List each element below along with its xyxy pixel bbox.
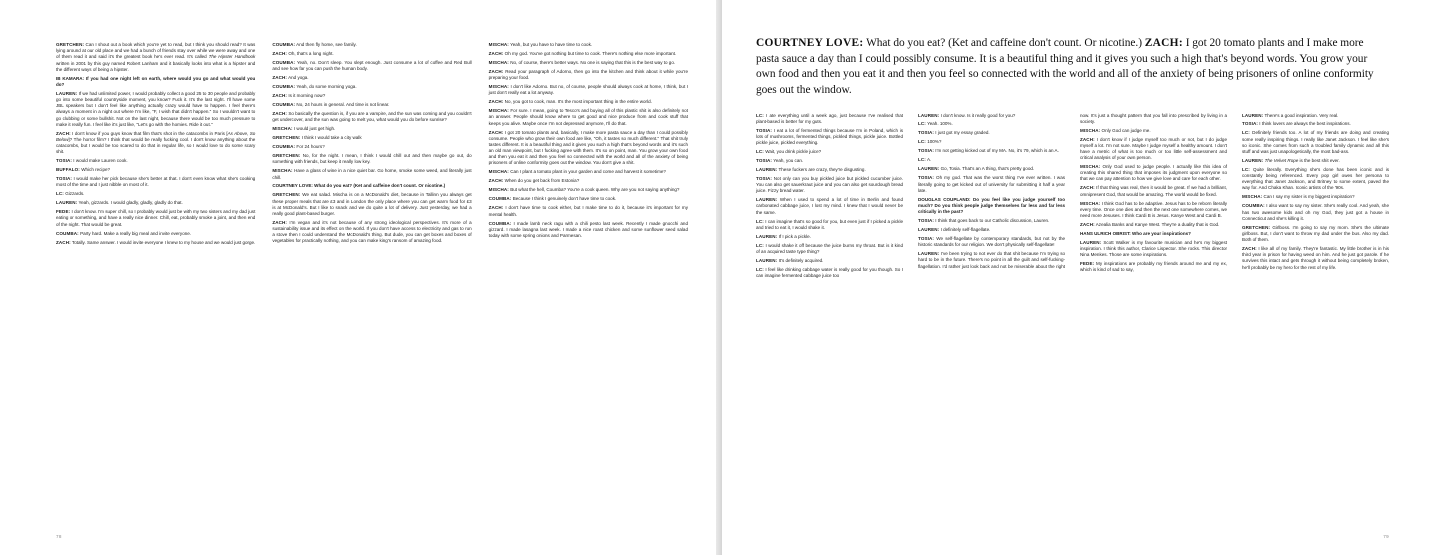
speaker-name: FEDE: [1080, 261, 1095, 267]
interview-answer-paragraph: LAUREN: These fuckers are crazy, they're disgusting. [756, 166, 866, 172]
interview-answer-paragraph: TOSIA: Not only can you buy pickled juice but pickled cucumber juice. You can also get sauerkraut juice and you can also get sourdough bread juice. Fizzy bread water. [756, 175, 903, 194]
interview-answer-paragraph: ZACH: When do you get back from Estonia? [488, 178, 580, 184]
interview-answer-paragraph: COUMBA: Party hard. Make a really big meal and invite everyone. [56, 230, 192, 236]
interview-answer-paragraph: ZACH: Oh, that's a long night. [272, 50, 334, 56]
interview-answer-paragraph: LAUREN: If we had unlimited power, I would probably collect a good 25 to 30 people and probably go into some beautiful countryside moment, you know? Fuck it. It's the last night. I'll have some JBL speakers but I don't feel like anything actually crazy would have to happen. I feel there's always a moment in a night out where I'm like, "F, I wish that didn't happen." So I wouldn't want to go clubbing or some bullshit. Not on the last night, because there would be too much pressure to make it really fun. I feel like it's just like, "Let's go with the homies. Ride it out." [56, 90, 256, 127]
interview-answer-paragraph: ZACH: So basically the question is, if you are a vampire, and the sun was coming and you couldn't get undercover, and the sun was going to melt you, what would you do before sunrise? [272, 111, 472, 123]
interview-answer-paragraph: BUFFALO: Which recipe? [56, 167, 111, 173]
speaker-name: ZACH: [1080, 136, 1095, 142]
interview-answer-paragraph: MISCHA: Can I say my sister is my biggest inspiration? [1242, 194, 1355, 200]
speaker-name: ZACH: [272, 50, 288, 56]
speaker-name: LAUREN: [1080, 239, 1102, 245]
interview-answer-paragraph: ZACH: I don't know if you guys know that film that's shot in the catacombs in Paris [As Above, So Below]? The horror film? I think that would be really fucking cool. I don't know anything about the catacombs, but I would be too scared to do that in regular life, so I would love to do some scary shit. [56, 130, 256, 155]
speaker-name: TOSIA: [56, 158, 73, 164]
left-page [0, 0, 722, 555]
interview-answer-paragraph: LAUREN: Go, Tosia. That's an A thing, that's pretty good. [918, 166, 1035, 172]
interview-answer-paragraph: MISCHA: Can I plant a tomato plant in your garden and come and harvest it sometime? [488, 169, 666, 175]
interview-answer-paragraph: COUMBA: I also want to say my sister. She's really cool. And yeah, she has two awesome kids and oh my God, they just got a house in Connecticut and she's killing it. [1242, 203, 1389, 221]
interview-answer-paragraph: LAUREN: I've been trying to not ever do that shit because I'm trying so hard to be in the future. There's no point in all the guilt and self-fucking-flagellation. I'd rather just look back and not be miserable about the right now. It's just a thought pattern that you fall into prescribed by living in a society. [918, 112, 1227, 269]
interview-answer-paragraph: TOSIA: I eat a lot of fermented things because I'm in Poland, which is lots of mushrooms, fermented things, pickled things, pickle juice. Bottled pickle juice, pickled everything. [756, 127, 903, 145]
speaker-name: LAUREN: [756, 166, 778, 172]
interview-answer-paragraph: ZACH: And yoga. [272, 75, 309, 81]
speaker-name: GRETCHEN: [56, 42, 85, 47]
speaker-name: MISCHA: [488, 187, 509, 193]
interview-answer-paragraph: LC: Yeah. 100%. [918, 121, 953, 127]
speaker-name: LC: [756, 266, 764, 272]
speaker-name: COUMBA: [272, 144, 296, 150]
speaker-name: ZACH: [1080, 221, 1095, 227]
speaker-name: ZACH: [56, 239, 71, 245]
deck-question: What do you eat? (Ket and caffeine don't count. Or nicotine.) [863, 37, 1145, 49]
right-page-columns [756, 113, 1389, 513]
speaker-name: BUFFALO: [56, 167, 80, 173]
speaker-name: TOSIA: [56, 176, 73, 182]
interview-answer-paragraph: MISCHA: For sure. I mean, going to Tesco's and buying all of this plastic shit is also definitely not an answer. People should know where to get good and nice produce from and cook stuff that keeps you alive. Maybe once I'm not depressed anymore, I'll do that. [488, 108, 688, 126]
interview-answer-paragraph: COUMBA: For 24 hours? [272, 144, 325, 150]
speaker-name: ZACH: [1242, 246, 1257, 252]
interview-answer-paragraph: LAUREN: Yeah, gizzards. I would gladly, gladly, gladly do that. [56, 200, 183, 206]
interview-answer-paragraph: LAUREN: When I used to spend a lot of time in Berlin and found carbonated cabbage juice, I lost my mind. I knew that I would never be the same. [756, 197, 903, 215]
interview-answer-paragraph: LC: A. [918, 157, 932, 163]
interview-answer-paragraph: FEDE: My inspirations are probably my friends around me and my ex, which is kind of sad to say, [1080, 261, 1227, 273]
interview-answer-paragraph: MISCHA: Yeah, but you have to have time to cook. [488, 42, 593, 47]
interview-answer-paragraph: ZACH: I'm vegan and it's not because of any strong ideological perspectives. It's more of a sustainability issue and its effect on the world. If you don't have access to electricity and gas to run a stove then I could understand the McDonald's thing. But dude, you can get boxes and boxes of vegetables for practically nothing, and you can make king's ransom of amazing food. [272, 219, 472, 244]
interview-question-heading: HANS ULRICH OBRIST: Who are your inspirations? [1080, 230, 1191, 236]
interview-answer-paragraph: LC: 100%? [918, 139, 942, 145]
interview-answer-paragraph: ZACH: Read your paragraph of Adorno, then go into the kitchen and think about it while you're preparing your food. [488, 68, 688, 81]
interview-answer-paragraph: MISCHA: Only God can judge me. [1080, 127, 1151, 133]
speaker-name: LC: [56, 191, 64, 197]
speaker-name: LC: [918, 139, 926, 145]
speaker-name: FEDE: [56, 209, 71, 215]
interview-answer-paragraph: LC: Wait, you drink pickle juice? [756, 148, 822, 154]
deck-speaker-two: ZACH: [1144, 37, 1183, 49]
speaker-name: GRETCHEN: [272, 135, 301, 141]
deck-answer: I got 20 tomato plants and I make more pasta sauce a day than I could possibly consume. It is a beautiful thing and it gives you such a high that's beyond words. You grow your own food and then you eat it and then you feel so connected with the world and all of the anxiety of being prisoners of online conformity goes out the window. [756, 37, 1374, 96]
speaker-name: LC: [918, 157, 926, 163]
interview-answer-paragraph: LC: I feel like drinking cabbage water is really good for you though. So I can imagine fermented cabbage juice too [756, 266, 903, 279]
speaker-name: MISCHA: [1080, 127, 1101, 133]
speaker-name: GRETCHEN: [1242, 224, 1271, 230]
speaker-name: ZACH: [272, 219, 288, 225]
speaker-name: TOSIA: [756, 157, 773, 163]
interview-answer-paragraph: TOSIA: I just got my essay graded. [918, 130, 990, 136]
interview-answer-paragraph: MISCHA: Have a glass of wine in a nice quiet bar. Go home, smoke some weed, and literally just chill. [272, 168, 472, 180]
interview-answer-paragraph: LC: Definitely friends too. A lot of my friends are doing and creating some really inspiring things. I really like Janet Jackson. I feel like she's so iconic. She comes from such a troubled family dynamic and all this stuff and was just unapologetically, the most bad-ass. [1242, 130, 1389, 154]
interview-answer-paragraph: ZACH: I don't know if I judge myself too much or not, but I do judge myself a lot. I'm not sure. Maybe I judge myself a healthy amount. I don't have a metric of what is too much or too little self-assessment and critical analysis of your own person. [1080, 136, 1227, 161]
interview-answer-paragraph: ZACH: Is it morning now? [272, 93, 326, 99]
interview-answer-paragraph: MISCHA: But what the hell, Coumba? You're a cook queen. Why are you not saying anything? [488, 187, 680, 193]
interview-answer-paragraph: ZACH: I like all of my family. They're fantastic. My little brother is in his third year in prison for having weed on him. And he just got parole. If he survives this intact and gets through it without being completely broken, he'll probably be my hero for the rest of my life. [1242, 246, 1389, 270]
interview-answer-paragraph: LAUREN: I definitely self-flagellate. [918, 227, 991, 233]
speaker-name: GRETCHEN: [272, 153, 301, 159]
speaker-name: LAUREN: [918, 112, 940, 118]
interview-answer-paragraph: GRETCHEN: I think I would take a city walk [272, 135, 362, 141]
speaker-name: ZACH: [1080, 185, 1095, 191]
speaker-name: TOSIA: [1242, 121, 1259, 127]
interview-answer-paragraph: MISCHA: I would just get high. [272, 126, 336, 132]
interview-answer-paragraph: ZACH: I don't have time to cook either, but I make time to do it, because it's important for my mental health. [488, 205, 688, 217]
interview-answer-paragraph: FEDE: I don't know. I'm super chill, so I probably would just be with my two sisters and my dad just eating or something, and have a really nice dinner. Chill, eat, probably smoke a joint, and then end of the night. That would be great. [56, 209, 256, 227]
interview-answer-paragraph: TOSIA: I would make Lauren cook. [56, 158, 128, 164]
speaker-name: LAUREN: [56, 90, 78, 96]
right-page [722, 0, 1445, 555]
speaker-name: ZACH: [488, 99, 504, 105]
speaker-name: LAUREN: [918, 251, 940, 257]
speaker-name: LAUREN: [918, 166, 940, 172]
interview-answer-paragraph: GRETCHEN: No, for the night. I mean, I think I would chill out and then maybe go out, do something with friends, but keep it really low key. [272, 153, 472, 165]
speaker-name: LC: [756, 112, 764, 118]
speaker-name: ZACH: [56, 130, 71, 136]
pull-quote-deck [756, 36, 1389, 99]
interview-answer-paragraph: TOSIA: I would make her pick because she's better at that. I don't even know what she's cooking most of the time and I just nibble on most of it. [56, 176, 256, 188]
title-italic: The Velvet Rope [1264, 157, 1299, 163]
speaker-name: TOSIA: [918, 236, 935, 242]
deck-speaker-one: COURTNEY LOVE: [756, 37, 864, 49]
page-number-left: 78 [56, 534, 62, 539]
speaker-name: LC: [756, 148, 764, 154]
interview-answer-paragraph: TOSIA: Yeah, you can. [756, 157, 804, 163]
interview-answer-paragraph: LC: I would shake it off because the juice burns my throat. But is it kind of an acquired taste type thing? [756, 242, 903, 254]
interview-answer-paragraph: ZACH: If that thing was real, then it would be great. If we had a brilliant, omnipresent God, that would be amazing. The world would be fixed. [1080, 185, 1227, 197]
interview-answer-paragraph: GRETCHEN: We eat salad. Mischa is on a McDonald's diet, because in Tallinn you always get these proper meals that are £3 and in London the only place where you can get warm food for £3 is at McDonald's. But I like to snack and we do quite a lot of delivery. Just yesterday, we had a really good plant-based burger. [272, 192, 472, 216]
interview-answer-paragraph: COUMBA: I made lamb neck ragu with a chili pesto last week. Recently I made gnocchi and gizzard. I made lasagna last week. I made a nice roast chicken and some sunflower seed salad today with some spring onions and Parmesan. [488, 220, 688, 238]
interview-answer-paragraph: LAUREN: If I pick a pickle. [756, 233, 811, 239]
interview-answer-paragraph: LAUREN: I don't know. Is it really good for you? [918, 112, 1016, 118]
interview-answer-paragraph: TOSIA: I think that goes back to our Catholic discussion, Lauren. [918, 218, 1050, 224]
interview-answer-paragraph: COUMBA: Yeah, do some morning yoga. [272, 84, 357, 90]
speaker-name: TOSIA: [756, 127, 773, 133]
speaker-name: MISCHA: [1080, 164, 1101, 170]
interview-answer-paragraph: LC: Gizzards. [56, 191, 85, 197]
interview-answer-paragraph: ZACH: Oh my god. You've got nothing but time to cook. There's nothing else more important. [488, 50, 677, 56]
interview-answer-paragraph: MISCHA: Only God used to judge people. I actually like this idea of creating this shared thing that imposes its judgment upon everyone so that we can pay attention to how we give love and care for each other. [1080, 164, 1227, 182]
speaker-name: COUMBA: [488, 196, 512, 202]
speaker-name: COUMBA: [272, 84, 296, 90]
interview-answer-paragraph: MISCHA: No, of course, there's better ways. No one is saying that this is the best way to go. [488, 59, 676, 65]
speaker-name: TOSIA: [918, 218, 935, 224]
interview-answer-paragraph: TOSIA: I think lovers are always the best inspirations. [1242, 121, 1351, 127]
speaker-name: MISCHA: [488, 169, 509, 175]
speaker-name: MISCHA: [272, 126, 293, 132]
interview-answer-paragraph: MISCHA: I think God has to be adaptive. Jesus has to be reborn literally every time. Once one dies and then the next one somewhere comes, we need more Jesuses. I think Cardi B is Jesus. Kanye West and Cardi B. [1080, 200, 1227, 218]
interview-answer-paragraph: LC: Quite literally. Everything she's done has been iconic and is constantly being referenced. Every pop girl owes her persona to everything that Janet Jackson, and Britney to some extent, paved the way for. And Chaka Khan. Iconic artists of the '90s. [1242, 166, 1389, 191]
interview-answer-paragraph: LC: I can imagine that's so good for you, but even just if I picked a pickle and tried to eat it, I would shake it. [756, 218, 903, 230]
interview-answer-paragraph: GRETCHEN: Girlboss. I'm going to say my mom. She's the ultimate girlboss. But, I don't want to throw my dad under the bus. Also my dad. Both of them. [1242, 224, 1389, 243]
interview-answer-paragraph: ZACH: No, you got to cook, man. It's the most important thing in the entire world. [488, 99, 652, 105]
speaker-name: COUMBA: [56, 230, 79, 236]
speaker-name: MISCHA: [272, 168, 293, 174]
title-italic: As Above, So Below [56, 130, 256, 142]
interview-answer-paragraph: LAUREN: Scott Walker is my favourite musician and he's my biggest inspiration. I think this author, Clarice Lispector. She rocks. This director Nina Menkes. Those are some inspirations. [1080, 239, 1227, 258]
speaker-name: LC: [756, 242, 764, 248]
speaker-name: LAUREN: [756, 257, 778, 263]
speaker-name: MISCHA: [488, 84, 509, 90]
speaker-name: LAUREN: [756, 233, 778, 239]
speaker-name: ZACH: [488, 129, 504, 135]
interview-answer-paragraph: TOSIA: Oh my god. That was the worst thing I've ever written. I was literally going to get kicked out of university for submitting it half a year late. [918, 175, 1065, 193]
interview-answer-paragraph: ZACH: Azealia Banks and Kanye West. They're a duality that is God. [1080, 221, 1220, 227]
interview-answer-paragraph: LAUREN: The Velvet Rope is the best shit ever. [1242, 157, 1340, 163]
interview-answer-paragraph: COUMBA: No, 24 hours in general. And time is not linear. [272, 102, 390, 108]
title-italic: The Hipster Handbook [208, 54, 256, 60]
speaker-name: GRETCHEN: [272, 192, 301, 198]
page-number-right: 79 [1383, 534, 1389, 539]
speaker-name: ZACH: [488, 205, 504, 211]
speaker-name: LC: [1242, 130, 1250, 136]
interview-answer-paragraph: LAUREN: It's definitely acquired. [756, 257, 824, 263]
speaker-name: LAUREN: [756, 197, 778, 203]
speaker-name: COUMBA: [488, 220, 512, 226]
left-page-columns [56, 42, 688, 502]
interview-answer-paragraph: LAUREN: There's a good inspiration. Very real. [1242, 112, 1339, 118]
speaker-name: ZACH: [272, 111, 288, 117]
speaker-name: COUMBA: [272, 102, 296, 108]
interview-answer-paragraph: COUMBA: Yeah, no. Don't sleep. You slept enough. Just consume a lot of coffee and Red Bull and see how far you can push the human body. [272, 59, 472, 72]
interview-question-heading: DOUGLAS COUPLAND: Do you feel like you judge yourself too much? Do you think people judge themselves far less and far less critically in the past? [918, 196, 1065, 215]
interview-answer-paragraph: ZACH: I got 20 tomato plants and, basically, I make more pasta sauce a day than I could possibly consume. People who grow their own food are like, "Oh, it tastes so much different." That shit truly tastes different. It is a beautiful thing and it gives you such a high that's beyond words and it's such an old man viewpoint, but I fucking agree with them. It's so on point, man. You grow your own food and then you eat it and then you feel so connected with the world and all of the anxiety of being prisoners of online conformity goes out the window. You don't give a shit. [488, 129, 688, 166]
speaker-name: LAUREN: [1242, 157, 1264, 163]
interview-answer-paragraph: TOSIA: We self-flagellate by contemporary standards, but not by the historic standards for our religion. We don't physically self-flagellate! [918, 236, 1065, 248]
speaker-name: LAUREN: [918, 227, 940, 233]
interview-answer-paragraph: GRETCHEN: Can I shout out a book which you're yet to read, but I think you should read? It was lying around at our old place and we had a bunch of friends stay over while we were away and one of them read it and said it's the greatest book he's ever read. It's called The Hipster Handbook written in 2001 by this guy named Robert Lanham and it basically looks into what is a hipster and the different ways of being a hipster. [56, 42, 256, 72]
speaker-name: ZACH: [488, 68, 504, 74]
speaker-name: LC: [1242, 166, 1250, 172]
speaker-name: MISCHA: [488, 42, 509, 47]
speaker-name: LAUREN: [1242, 112, 1264, 118]
interview-answer-paragraph: LC: I ate everything until a week ago, just because I've realised that plant-based is better for my guts. [756, 112, 903, 124]
interview-answer-paragraph: ZACH: Totally. Same answer. I would invite everyone I knew to my house and we would just gorge. [56, 239, 256, 245]
speaker-name: MISCHA: [1080, 200, 1101, 206]
speaker-name: ZACH: [488, 178, 504, 184]
speaker-name: TOSIA: [756, 175, 773, 181]
speaker-name: LAUREN: [56, 200, 78, 206]
speaker-name: TOSIA: [918, 148, 935, 154]
interview-answer-paragraph: TOSIA: I'm not getting kicked out of my MA. No, it's 79, which is an A. [918, 148, 1059, 154]
speaker-name: ZACH: [272, 75, 288, 81]
speaker-name: COUMBA: [272, 42, 296, 47]
speaker-name: TOSIA: [918, 175, 935, 181]
speaker-name: COUMBA: [1242, 203, 1265, 209]
interview-question-heading: IB KAMARA: If you had one night left on earth, where would you go and what would you do? [56, 75, 256, 87]
speaker-name: MISCHA: [488, 59, 509, 65]
speaker-name: COUMBA: [272, 59, 296, 65]
interview-question-heading: COURTNEY LOVE: What do you eat? (Ket and caffeine don't count. Or nicotine.) [272, 183, 446, 189]
interview-answer-paragraph: COUMBA: And then fly home, see family. [272, 42, 357, 47]
speaker-name: TOSIA: [918, 130, 935, 136]
speaker-name: LC: [918, 121, 926, 127]
speaker-name: LC: [756, 218, 764, 224]
speaker-name: MISCHA: [1242, 194, 1263, 200]
speaker-name: MISCHA: [488, 108, 509, 114]
interview-answer-paragraph: COUMBA: Because I think I genuinely don't have time to cook. [488, 196, 617, 202]
speaker-name: ZACH: [272, 93, 288, 99]
speaker-name: ZACH: [488, 50, 504, 56]
interview-answer-paragraph: MISCHA: I don't like Adorno. But no, of course, people should always cook at home, I think, but I just don't really eat a lot anyway. [488, 84, 688, 96]
